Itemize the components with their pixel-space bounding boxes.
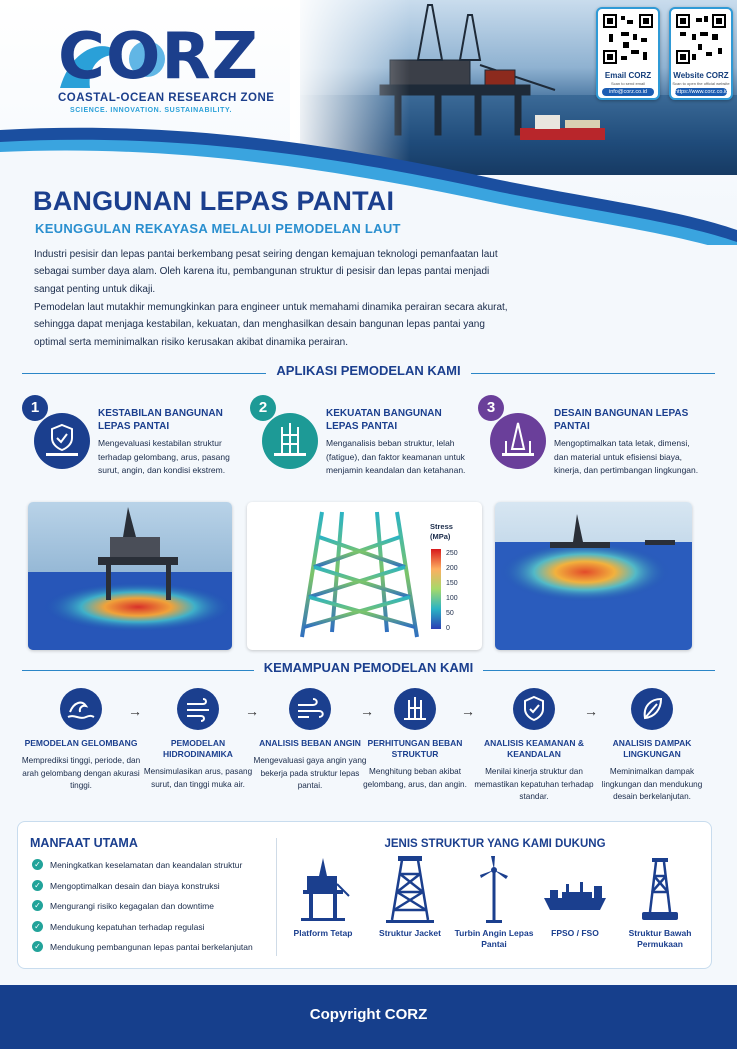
- application-desc-3: Mengoptimalkan tata letak, dimensi, dan material untuk efisiensi biaya, kinerja, dan pertimbangan lingkungan.: [554, 438, 699, 475]
- capability-safety-reliability: [474, 688, 594, 804]
- subsea-structure-icon: [630, 854, 690, 926]
- logo-wordmark: CORZ: [58, 20, 260, 94]
- capability-desc-3: Mengevaluasi gaya angin yang bekerja pada struktur lepas pantai.: [253, 756, 367, 790]
- shield-platform-icon: [34, 413, 90, 469]
- stress-tick-150: 150: [446, 580, 458, 587]
- capability-structural-load: [355, 688, 475, 791]
- application-card-design: [478, 395, 708, 495]
- structures-heading: JENIS STRUKTUR YANG KAMI DUKUNG: [384, 838, 606, 850]
- email-qr-card[interactable]: [596, 7, 660, 100]
- capability-title-2: PEMODELAN HIDRODINAMIKA: [163, 738, 233, 759]
- stress-tick-50: 50: [446, 610, 454, 617]
- capability-desc-4: Menghitung beban akibat gelombang, arus, dan angin.: [363, 767, 467, 789]
- structure-fpso-fso: [535, 854, 615, 939]
- jacket-stress-analysis-image: [247, 502, 482, 650]
- logo-motto: SCIENCE. INNOVATION. SUSTAINABILITY.: [70, 107, 232, 114]
- stress-legend-title: Stress: [430, 522, 453, 531]
- benefit-item: [32, 859, 242, 871]
- arrow-right-icon: →: [245, 703, 259, 719]
- jacket-structure-icon: [380, 854, 440, 926]
- application-number-3: 3: [478, 395, 504, 421]
- capabilities-heading: [22, 660, 715, 680]
- design-rig-icon: [490, 413, 546, 469]
- application-title-3: DESAIN BANGUNAN LEPAS PANTAI: [554, 408, 689, 432]
- page-subtitle: KEUNGGULAN REKAYASA MELALUI PEMODELAN LAUT: [35, 221, 401, 236]
- arrow-right-icon: →: [461, 703, 475, 719]
- page-title: BANGUNAN LEPAS PANTAI: [33, 186, 395, 216]
- benefit-item: [32, 900, 214, 912]
- structure-label-4: FPSO / FSO: [551, 928, 599, 938]
- stress-tick-250: 250: [446, 550, 458, 557]
- stress-tick-100: 100: [446, 595, 458, 602]
- application-card-stability: [22, 395, 252, 495]
- benefit-text-4: Mendukung kepatuhan terhadap regulasi: [50, 922, 205, 932]
- fixed-platform-icon: [293, 854, 353, 926]
- capability-title-4: PERHITUNGAN BEBAN STRUKTUR: [367, 738, 463, 759]
- application-card-strength: [250, 395, 480, 495]
- capability-desc-1: Memprediksi tinggi, periode, dan arah gelombang dengan akurasi tinggi.: [21, 756, 141, 790]
- benefits-structures-panel: [17, 821, 712, 969]
- email-address-pill[interactable]: info@corz.co.id: [602, 88, 654, 96]
- wind-icon: [289, 688, 331, 730]
- structure-strength-icon: [262, 413, 318, 469]
- check-icon: ✓: [32, 941, 43, 952]
- wind-turbine-icon: [464, 854, 524, 926]
- check-icon: ✓: [32, 880, 43, 891]
- check-icon: ✓: [32, 859, 43, 870]
- capability-desc-2: Mensimulasikan arus, pasang surut, dan tinggi muka air.: [143, 767, 253, 789]
- benefit-text-5: Mendukung pembangunan lepas pantai berkelanjutan: [50, 942, 253, 952]
- intro-paragraph-1: Industri pesisir dan lepas pantai berkembang pesat seiring dengan kemajuan teknologi pemanfaatan laut sebagai sumber daya alam. Oleh karena itu, pembangunan struktur di pesisir dan lepas pantai menjadi sangat penting untuk dikaji.: [34, 249, 498, 295]
- structure-subsea: [620, 854, 700, 950]
- capability-title-6: ANALISIS DAMPAK LINGKUNGAN: [612, 738, 692, 759]
- benefit-text-1: Meningkatkan keselamatan dan keandalan struktur: [50, 860, 243, 870]
- structure-fixed-platform: [283, 854, 363, 939]
- capability-title-1: PEMODELAN GELOMBANG: [24, 738, 138, 748]
- email-qr-sub: Scan to send email: [610, 81, 646, 86]
- arrow-right-icon: →: [584, 703, 598, 719]
- application-title-2: KEKUATAN BANGUNAN LEPAS PANTAI: [326, 408, 442, 432]
- arrow-right-icon: →: [128, 703, 142, 719]
- applications-heading: [22, 363, 715, 383]
- structure-label-2: Struktur Jacket: [379, 928, 441, 938]
- arrow-right-icon: →: [360, 703, 374, 719]
- leaf-icon: [631, 688, 673, 730]
- application-number-1: 1: [22, 395, 48, 421]
- shield-check-icon: [513, 688, 555, 730]
- capability-desc-5: Menilai kinerja struktur dan memastikan kepatuhan terhadap standar.: [474, 767, 594, 801]
- capability-wind-load: [250, 688, 370, 793]
- structure-jacket: [370, 854, 450, 939]
- website-qr-code-icon[interactable]: [676, 14, 726, 64]
- platform-wave-simulation-image: [28, 502, 232, 650]
- email-qr-code-icon[interactable]: [603, 14, 653, 64]
- stress-tick-200: 200: [446, 565, 458, 572]
- capability-wave-modeling: [21, 688, 141, 793]
- capability-desc-6: Meminimalkan dampak lingkungan dan mendukung desain berkelanjutan.: [601, 767, 703, 801]
- website-qr-sub: Scan to open the official website: [672, 81, 730, 86]
- benefit-text-3: Mengurangi risiko kegagalan dan downtime: [50, 901, 214, 911]
- website-url-pill[interactable]: https://www.corz.co.id: [675, 89, 729, 95]
- website-qr-title: Website CORZ: [673, 71, 729, 80]
- structure-label-3: Turbin Angin Lepas Pantai: [454, 928, 534, 949]
- capability-title-3: ANALISIS BEBAN ANGIN: [259, 738, 361, 748]
- application-desc-1: Mengevaluasi kestabilan struktur terhadap gelombang, arus, pasang surut, angin, dan kondisi ekstrem.: [98, 438, 230, 475]
- intro-paragraph-2: Pemodelan laut mutakhir memungkinkan para engineer untuk memahami dinamika perairan secara akurat, sehingga dapat menjaga kestabilan, kekuatan, dan menghasilkan desain bangunan lepas pantai yang optimal serta meminimalkan risiko kerusakan akibat dinamika perairan.: [34, 302, 508, 348]
- check-icon: ✓: [32, 900, 43, 911]
- structure-label-1: Platform Tetap: [293, 928, 353, 938]
- wave-icon: [60, 688, 102, 730]
- applications-heading-text: APLIKASI PEMODELAN KAMI: [266, 363, 470, 378]
- corz-logo: [52, 20, 275, 122]
- capabilities-heading-text: KEMAMPUAN PEMODELAN KAMI: [254, 660, 483, 675]
- stress-color-scale: [431, 549, 441, 629]
- website-qr-card[interactable]: [669, 7, 733, 100]
- stress-tick-0: 0: [446, 625, 450, 632]
- capability-title-5: ANALISIS KEAMANAN & KEANDALAN: [483, 738, 585, 759]
- structure-label-5: Struktur Bawah Permukaan: [628, 928, 692, 949]
- benefit-item: [32, 941, 253, 953]
- design-layout-simulation-image: [495, 502, 692, 650]
- current-flow-icon: [177, 688, 219, 730]
- structure-offshore-wind-turbine: [454, 854, 534, 950]
- panel-divider: [276, 838, 277, 956]
- stress-legend-unit: (MPa): [430, 532, 451, 541]
- footer: [0, 985, 737, 1049]
- benefits-heading: MANFAAT UTAMA: [30, 836, 138, 850]
- copyright-text: Copyright CORZ: [309, 1006, 428, 1023]
- structure-load-icon: [394, 688, 436, 730]
- capability-environmental-impact: [592, 688, 712, 804]
- logo-tagline: COASTAL-OCEAN RESEARCH ZONE: [58, 92, 275, 104]
- capability-hydrodynamics: [138, 688, 258, 791]
- email-qr-title: Email CORZ: [604, 71, 652, 80]
- benefit-item: [32, 921, 205, 933]
- application-desc-2: Menganalisis beban struktur, lelah (fatigue), dan faktor keamanan untuk menjamin keandalan dan ketahanan.: [326, 438, 466, 475]
- check-icon: ✓: [32, 921, 43, 932]
- benefit-text-2: Mengoptimalkan desain dan biaya konstruksi: [50, 881, 220, 891]
- application-title-1: KESTABILAN BANGUNAN LEPAS PANTAI: [98, 408, 223, 432]
- application-number-2: 2: [250, 395, 276, 421]
- benefit-item: [32, 880, 220, 892]
- fpso-ship-icon: [540, 854, 610, 926]
